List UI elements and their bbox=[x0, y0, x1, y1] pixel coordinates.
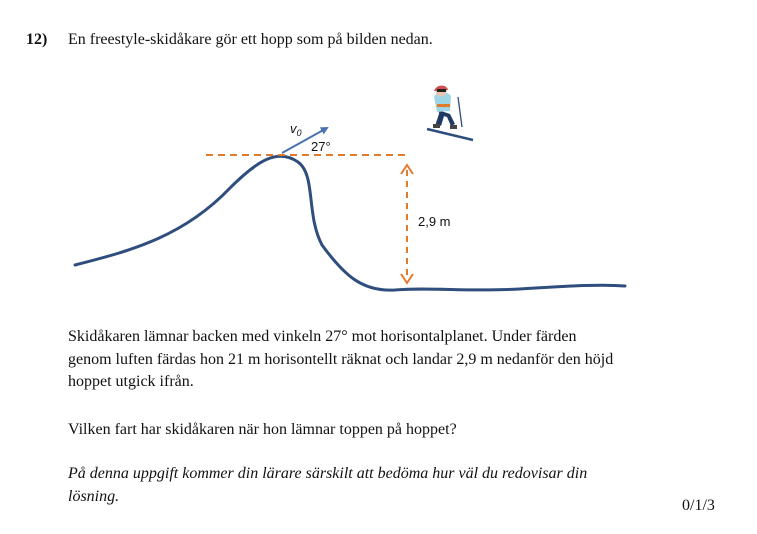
height-arrow-bottom-icon bbox=[401, 274, 413, 283]
hill-curve bbox=[75, 156, 625, 290]
problem-line-3: hoppet utgick ifrån. bbox=[68, 373, 194, 390]
angle-label: 27° bbox=[311, 139, 331, 154]
assessment-note bbox=[68, 463, 628, 508]
problem-line-1: Skidåkaren lämnar backen med vinkeln 27° mot horisontalplanet. Under färden bbox=[68, 328, 577, 345]
velocity-label: $v_0$ bbox=[290, 121, 302, 138]
question-number: 12) bbox=[26, 31, 48, 48]
assessment-note-line-1: På denna uppgift kommer din lärare särskilt att bedöma hur väl du redovisar din bbox=[68, 465, 588, 482]
skier-icon bbox=[427, 86, 473, 141]
question-title: En freestyle-skidåkare gör ett hopp som på bilden nedan. bbox=[68, 31, 433, 48]
height-label: 2,9 m bbox=[418, 214, 451, 229]
assessment-note-line-2: lösning. bbox=[68, 487, 120, 505]
points-indicator: 0/1/3 bbox=[682, 497, 715, 514]
problem-description bbox=[68, 326, 688, 394]
problem-line-2: genom luften färdas hon 21 m horisontellt räknat och landar 2,9 m nedanför den höjd bbox=[68, 350, 614, 368]
question-prompt: Vilken fart har skidåkaren när hon lämnar toppen på hoppet? bbox=[68, 421, 457, 438]
